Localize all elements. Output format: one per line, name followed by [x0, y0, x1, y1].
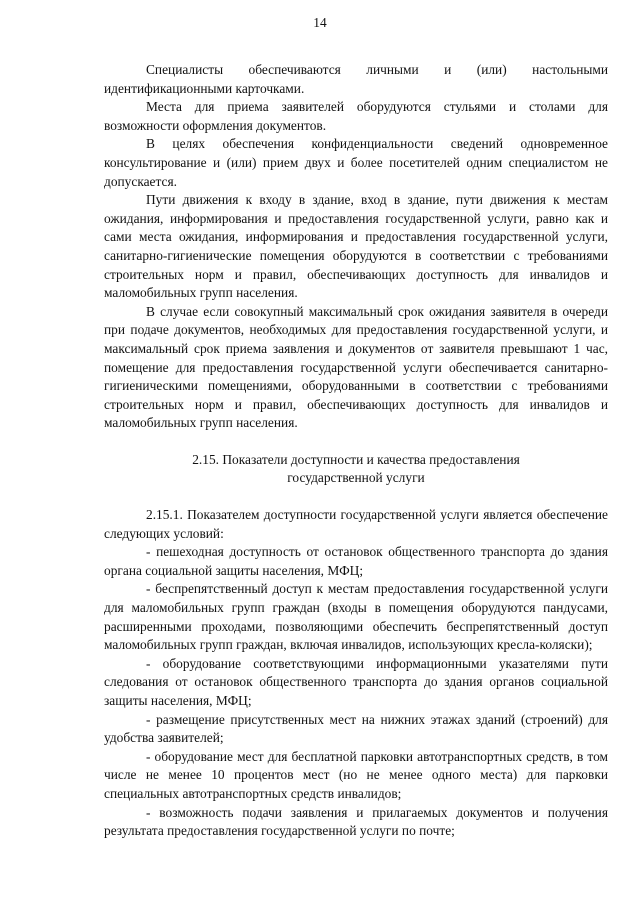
paragraph-access-routes: Пути движения к входу в здание, вход в здание, пути движения к местам ожидания, информирования и предоставления государственной услуги, равно как и сами места ожидания, информирования и предоставления государственной услуги, санитарно-гигиенические помещения оборудуются в соответствии с требованиями строительных норм и правил, обеспечивающих доступность для инвалидов и маломобильных групп населения. — [104, 192, 608, 301]
list-item-postal-submission: - возможность подачи заявления и прилагаемых документов и получения результата предоставления государственной услуги по почте; — [104, 804, 608, 839]
paragraph-id-cards: Специалисты обеспечиваются личными и (или) настольными идентификационными карточками. — [104, 62, 608, 96]
list-item-pedestrian-access: - пешеходная доступность от остановок общественного транспорта до здания органа социальной защиты населения, МФЦ; — [104, 544, 608, 578]
section-heading — [104, 433, 608, 506]
document-body — [104, 61, 608, 841]
list-item-signage: - оборудование соответствующими информационными указателями пути следования от остановок общественного транспорта до здания органов социальной защиты населения, МФЦ; — [104, 655, 608, 708]
paragraph-availability-intro: 2.15.1. Показателем доступности государственной услуги является обеспечение следующих условий: — [104, 507, 608, 541]
page-number: 14 — [313, 15, 327, 30]
list-item-parking: - оборудование мест для бесплатной парковки автотранспортных средств, в том числе не менее 10 процентов мест (но не менее одного места) для парковки специальных автотранспортных средств инвалидов; — [104, 748, 608, 801]
section-heading-line-2: государственной услуги — [287, 470, 425, 486]
list-item-ground-floor: - размещение присутственных мест на нижних этажах зданий (строений) для удобства заявителей; — [104, 711, 608, 746]
paragraph-reception-furniture: Места для приема заявителей оборудуются стульями и столами для возможности оформления документов. — [104, 99, 608, 133]
paragraph-waiting-time: В случае если совокупный максимальный срок ожидания заявителя в очереди при подаче документов, необходимых для предоставления государственной услуги, и максимальный срок приема заявления и документов от заявителя превышают 1 час, помещение для предоставления государственной услуги обеспечивается санитарно-гигиеническими помещениями, оборудованными в соответствии с требованиями строительных норм и правил, обеспечивающих доступность для инвалидов и маломобильных групп населения. — [104, 303, 608, 431]
section-heading-line-1: 2.15. Показатели доступности и качества предоставления — [192, 451, 520, 467]
list-item-barrier-free-access: - беспрепятственный доступ к местам предоставления государственной услуги для маломобильных групп граждан (входы в помещения оборудуются пандусами, расширенными проходами, позволяющими обеспечить беспрепятственный доступ маломобильных групп граждан, включая инвалидов, использующих кресла-коляски); — [104, 581, 608, 653]
paragraph-confidentiality: В целях обеспечения конфиденциальности сведений одновременное консультирование и (или) прием двух и более посетителей одним специалистом не допускается. — [104, 136, 608, 189]
